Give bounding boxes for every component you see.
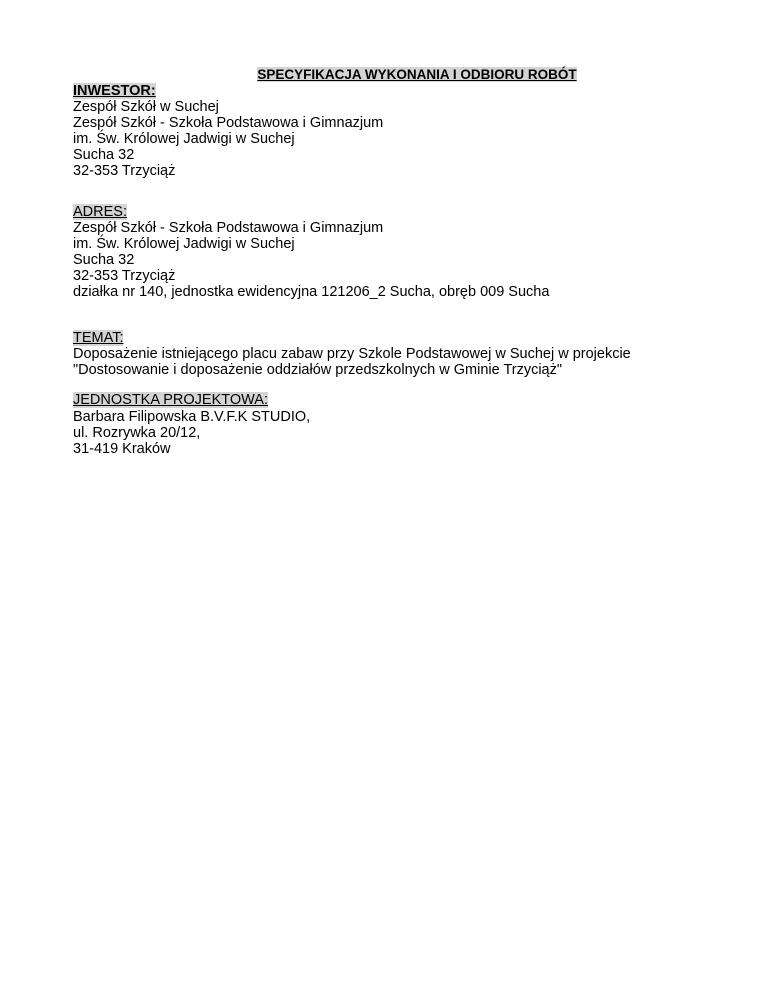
investor-line: Zespół Szkół w Suchej: [73, 99, 219, 116]
spacer: [73, 378, 713, 392]
subject-section: [73, 330, 713, 378]
investor-line: im. Św. Królowej Jadwigi w Suchej: [73, 131, 295, 148]
design-unit-section: [73, 392, 713, 456]
investor-line: Zespół Szkół - Szkoła Podstawowa i Gimnazjum: [73, 115, 384, 132]
address-section: [73, 204, 713, 301]
design-unit-line: ul. Rozrywka 20/12,: [73, 424, 201, 441]
document-title: [73, 67, 713, 83]
address-line: im. Św. Królowej Jadwigi w Suchej: [73, 235, 295, 252]
design-unit-label-text: JEDNOSTKA PROJEKTOWA:: [73, 392, 268, 409]
design-unit-line: 31-419 Kraków: [73, 440, 171, 457]
investor-label: [73, 83, 713, 99]
investor-line: 32-353 Trzyciąż: [73, 163, 176, 180]
design-unit-line: Barbara Filipowska B.V.F.K STUDIO,: [73, 408, 311, 425]
subject-line: "Dostosowanie i doposażenie oddziałów przedszkolnych w Gminie Trzyciąż": [73, 362, 563, 379]
address-line: działka nr 140, jednostka ewidencyjna 121206_2 Sucha, obręb 009 Sucha: [73, 284, 550, 301]
document-title-text: SPECYFIKACJA WYKONANIA I ODBIORU ROBÓT: [257, 67, 577, 82]
design-unit-label: [73, 392, 713, 408]
investor-line: Sucha 32: [73, 147, 135, 164]
address-label: [73, 204, 713, 220]
investor-section: [73, 83, 713, 180]
subject-line: Doposażenie istniejącego placu zabaw przy Szkole Podstawowej w Suchej w projekcie: [73, 346, 631, 363]
address-line: Zespół Szkół - Szkoła Podstawowa i Gimnazjum: [73, 219, 384, 236]
subject-label-text: TEMAT:: [73, 330, 124, 347]
address-line: 32-353 Trzyciąż: [73, 267, 176, 284]
address-line: Sucha 32: [73, 251, 135, 268]
investor-label-text: INWESTOR:: [73, 83, 156, 99]
subject-label: [73, 330, 713, 346]
document-page: [73, 67, 713, 457]
spacer: [73, 180, 713, 204]
spacer: [73, 300, 713, 330]
address-label-text: ADRES:: [73, 203, 127, 220]
